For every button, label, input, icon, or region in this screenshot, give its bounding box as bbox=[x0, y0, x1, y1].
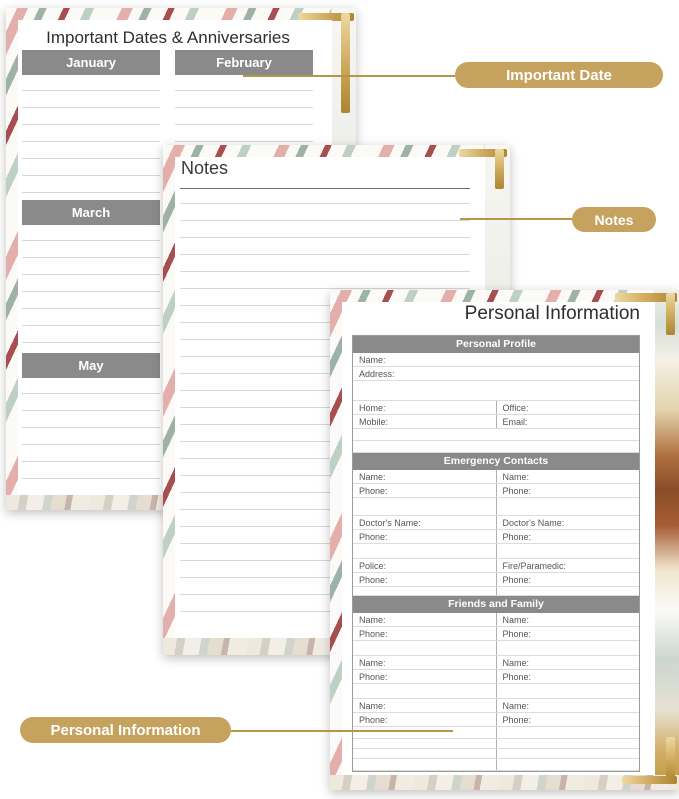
field-label: Phone: bbox=[496, 713, 640, 726]
field-label: Phone: bbox=[496, 484, 640, 497]
empty-cell bbox=[496, 727, 640, 738]
ruled-line bbox=[22, 192, 160, 193]
ruled-line bbox=[22, 342, 160, 343]
ruled-line bbox=[22, 308, 160, 309]
personal-info-table bbox=[352, 335, 640, 772]
month-header-february: February bbox=[175, 50, 313, 75]
empty-cell bbox=[353, 429, 639, 440]
ruled-line bbox=[22, 427, 160, 428]
ruled-line bbox=[22, 124, 160, 125]
table-row bbox=[353, 353, 639, 367]
gold-foil-corner bbox=[495, 149, 504, 189]
ruled-line bbox=[22, 461, 160, 462]
table-row bbox=[353, 627, 639, 641]
empty-cell bbox=[353, 641, 496, 655]
empty-cell bbox=[353, 544, 496, 558]
field-label: Name: bbox=[496, 613, 640, 626]
ruled-line bbox=[22, 240, 160, 241]
personal-page-right-border bbox=[655, 290, 679, 790]
dates-page-title: Important Dates & Anniversaries bbox=[46, 28, 290, 47]
empty-cell bbox=[353, 749, 496, 758]
ruled-line bbox=[22, 325, 160, 326]
ruled-line bbox=[22, 107, 160, 108]
ruled-line bbox=[22, 478, 160, 479]
table-row bbox=[353, 613, 639, 627]
important-date-badge: Important Date bbox=[455, 62, 663, 88]
field-label: Phone: bbox=[496, 670, 640, 683]
ruled-line bbox=[22, 444, 160, 445]
empty-cell bbox=[353, 759, 496, 770]
field-label: Phone: bbox=[359, 672, 388, 682]
month-header-may: May bbox=[22, 353, 160, 378]
field-label: Phone: bbox=[359, 629, 388, 639]
gold-foil-corner bbox=[622, 776, 677, 784]
empty-cell bbox=[496, 759, 640, 770]
ruled-line bbox=[175, 124, 313, 125]
personal-information-badge: Personal Information bbox=[20, 717, 231, 743]
ruled-line bbox=[175, 90, 313, 91]
notes-badge: Notes bbox=[572, 207, 656, 232]
personal-info-page bbox=[330, 290, 679, 790]
ruled-line bbox=[180, 288, 470, 289]
field-label: Name: bbox=[496, 699, 640, 712]
table-row-blank bbox=[353, 749, 639, 759]
table-row bbox=[353, 699, 639, 713]
ruled-line bbox=[22, 175, 160, 176]
field-label: Mobile: bbox=[359, 417, 389, 427]
notes-page-title: Notes bbox=[181, 158, 229, 178]
table-row-blank bbox=[353, 587, 639, 596]
table-row-blank bbox=[353, 498, 639, 516]
field-label: Police: bbox=[359, 561, 387, 571]
month-header-january: January bbox=[22, 50, 160, 75]
section-header: Emergency Contacts bbox=[353, 453, 639, 470]
table-row-blank bbox=[353, 441, 639, 453]
table-row bbox=[353, 516, 639, 530]
field-label: Phone: bbox=[496, 530, 640, 543]
empty-cell bbox=[353, 684, 496, 698]
empty-cell bbox=[353, 441, 639, 452]
ruled-line bbox=[180, 254, 470, 255]
table-row-blank bbox=[353, 739, 639, 749]
ruled-line bbox=[180, 271, 470, 272]
empty-cell bbox=[353, 727, 496, 738]
table-row bbox=[353, 670, 639, 684]
field-label: Name: bbox=[359, 701, 386, 711]
empty-cell bbox=[353, 381, 639, 400]
gold-foil-corner bbox=[341, 13, 350, 113]
field-label: Address: bbox=[359, 369, 395, 379]
field-label: Name: bbox=[496, 470, 640, 483]
important-date-connector-line bbox=[243, 75, 455, 77]
empty-cell bbox=[496, 587, 640, 595]
table-row-blank bbox=[353, 429, 639, 441]
empty-cell bbox=[353, 498, 496, 515]
ruled-line bbox=[22, 158, 160, 159]
field-label: Doctor's Name: bbox=[359, 518, 421, 528]
table-row bbox=[353, 530, 639, 544]
ruled-line bbox=[180, 237, 470, 238]
month-header-march: March bbox=[22, 200, 160, 225]
gold-foil-corner bbox=[666, 293, 675, 335]
empty-cell bbox=[496, 684, 640, 698]
field-label: Phone: bbox=[359, 575, 388, 585]
field-label: Home: bbox=[359, 403, 386, 413]
table-row bbox=[353, 367, 639, 381]
personal-information-connector-line bbox=[231, 730, 453, 732]
table-row-blank bbox=[353, 759, 639, 771]
table-row bbox=[353, 656, 639, 670]
field-label: Phone: bbox=[359, 486, 388, 496]
notes-connector-line bbox=[460, 218, 572, 220]
field-label: Name: bbox=[359, 472, 386, 482]
field-label: Name: bbox=[496, 656, 640, 669]
table-row bbox=[353, 484, 639, 498]
empty-cell bbox=[496, 641, 640, 655]
field-label: Office: bbox=[496, 401, 640, 414]
field-label: Phone: bbox=[496, 573, 640, 586]
section-header: Personal Profile bbox=[353, 336, 639, 353]
field-label: Doctor's Name: bbox=[496, 516, 640, 529]
table-row bbox=[353, 401, 639, 415]
field-label: Fire/Paramedic: bbox=[496, 559, 640, 572]
field-label: Email: bbox=[496, 415, 640, 428]
ruled-line bbox=[22, 257, 160, 258]
table-row bbox=[353, 573, 639, 587]
ruled-line bbox=[22, 393, 160, 394]
empty-cell bbox=[353, 739, 496, 748]
ruled-line bbox=[175, 107, 313, 108]
table-row-blank bbox=[353, 641, 639, 656]
table-row-blank bbox=[353, 544, 639, 559]
section-header: Friends and Family bbox=[353, 596, 639, 613]
table-row-blank bbox=[353, 727, 639, 739]
ruled-line bbox=[22, 141, 160, 142]
table-row bbox=[353, 470, 639, 484]
ruled-line bbox=[22, 274, 160, 275]
empty-cell bbox=[353, 587, 496, 595]
ruled-line bbox=[175, 141, 313, 142]
table-row-blank bbox=[353, 381, 639, 401]
ruled-line bbox=[22, 291, 160, 292]
ruled-line bbox=[22, 410, 160, 411]
table-row-blank bbox=[353, 684, 639, 699]
table-row bbox=[353, 415, 639, 429]
field-label: Phone: bbox=[496, 627, 640, 640]
table-row bbox=[353, 713, 639, 727]
table-row bbox=[353, 559, 639, 573]
field-label: Name: bbox=[359, 615, 386, 625]
field-label: Name: bbox=[359, 658, 386, 668]
field-label: Phone: bbox=[359, 715, 388, 725]
field-label: Name: bbox=[359, 355, 386, 365]
ruled-line bbox=[180, 220, 470, 221]
empty-cell bbox=[496, 739, 640, 748]
notes-title-rule bbox=[180, 188, 470, 189]
personal-page-title: Personal Information bbox=[464, 303, 640, 324]
ruled-line bbox=[22, 90, 160, 91]
ruled-line bbox=[180, 203, 470, 204]
empty-cell bbox=[496, 498, 640, 515]
empty-cell bbox=[496, 544, 640, 558]
empty-cell bbox=[496, 749, 640, 758]
field-label: Phone: bbox=[359, 532, 388, 542]
